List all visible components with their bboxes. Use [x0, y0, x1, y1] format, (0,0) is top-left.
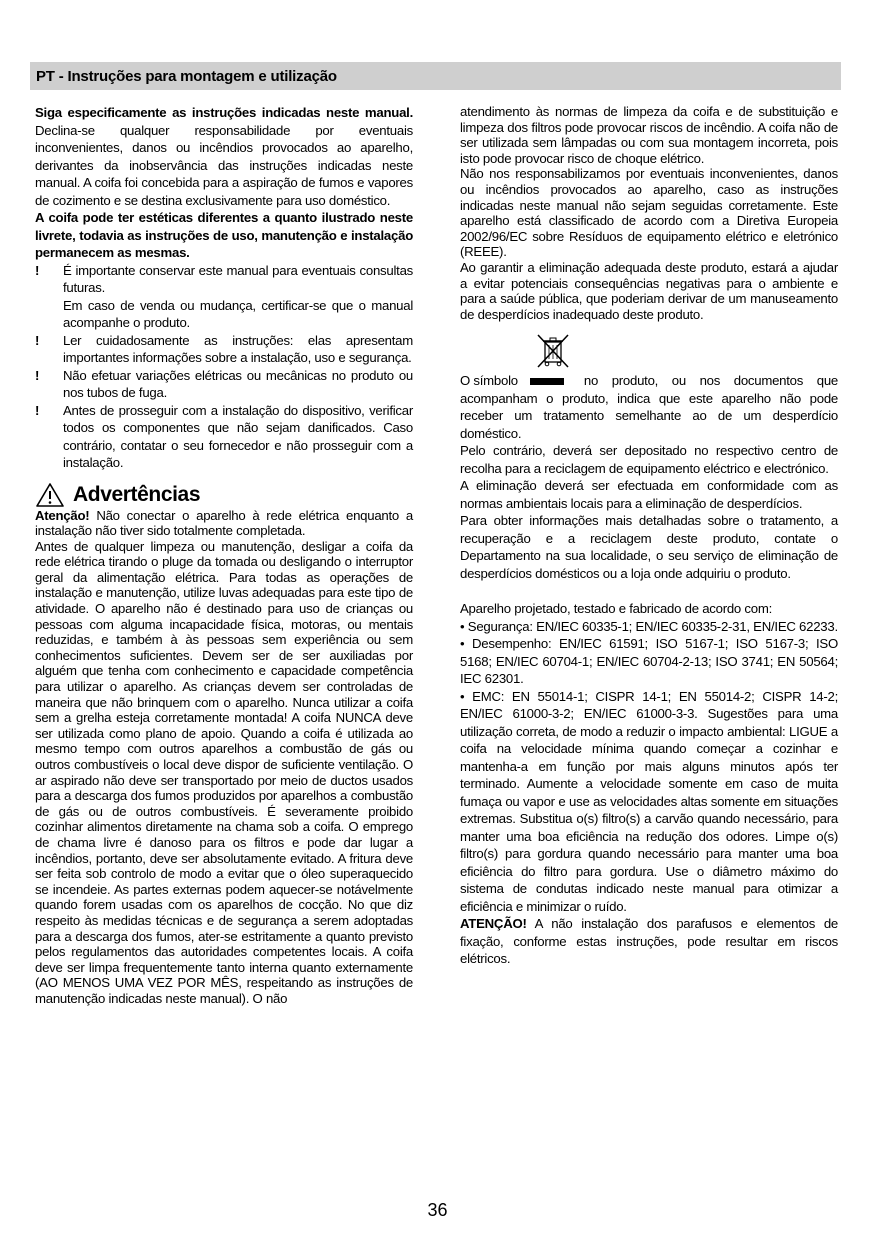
- security-standards: • Segurança: EN/IEC 60335-1; EN/IEC 60335-2-31, EN/IEC 62233.: [460, 618, 838, 634]
- exclamation-icon: !: [35, 332, 40, 348]
- symbol-continuation: acompanham o produto, indica que este aparelho não pode receber um tratamento semelhante ao de um desperdício doméstico.: [460, 390, 838, 441]
- cleaning-continuation: atendimento às normas de limpeza da coifa e de substituição e limpeza dos filtros pode provocar riscos de incêndio. A coifa não de ser utilizada sem lâmpadas ou com sua montagem incorreta, pois isto pode provocar risco de choque elétrico.: [460, 104, 838, 166]
- right-dense-block: [460, 104, 838, 322]
- section-header-bar: [30, 62, 841, 90]
- bullet-item: [35, 367, 413, 402]
- bullet-item: [35, 332, 413, 367]
- bullet-text: Não efetuar variações elétricas ou mecânicas no produto ou nos tubos de fuga.: [63, 367, 413, 400]
- warnings-body: [35, 508, 413, 1007]
- deposit-paragraph: Pelo contrário, deverá ser depositado no respectivo centro de recolha para a reciclagem de equipamento eléctrico e electrónico.: [460, 443, 838, 476]
- aesthetics-notice: A coifa pode ter estéticas diferentes a quanto ilustrado neste livrete, todavia as instruções de uso, manutenção e instalação permanecem as mesmas.: [35, 210, 413, 260]
- warnings-heading: [35, 482, 413, 508]
- intro-bold-text: Siga especificamente as instruções indicadas neste manual.: [35, 105, 413, 120]
- page-number: 36: [427, 1200, 448, 1220]
- bullet-text: Antes de prosseguir com a instalação do dispositivo, verificar todos os componentes que não sejam danificados. Caso contrário, contatar o seu fornecedor e não prosseguir com a instalação.: [63, 402, 413, 470]
- exclamation-icon: !: [35, 262, 40, 278]
- emc-standards: • EMC: EN 55014-1; CISPR 14-1; EN 55014-2; CISPR 14-2; EN/IEC 61000-3-2; EN/IEC 61000-3-3. Sugestões para uma utilização correta, de modo a reduzir o impacto ambiental: LIGUE a coifa na velocidade mínima quando começar a cozinhar e mantenha-a em função por mais alguns minutos após ter terminado. Aumente a velocidade somente em caso de muita fumaça ou vapor e use as velocidades altas somente em situações extremas. Substitua o(s) filtro(s) a carvão quando necessário, para manter uma boa eficiência na redução dos odores. Limpe o(s) filtro(s) para gordura quando necessário para manter uma boa eficiência do filtro para gordura. Use o diâmetro máximo do sistema de condutas indicado neste manual para otimizar a eficiência e minimizar o ruído.: [460, 688, 838, 914]
- disposal-paragraph: Ao garantir a eliminação adequada deste produto, estará a ajudar a evitar potenciais consequências negativas para o ambiente e para a saúde pública, que poderiam derivar de um manuseamento de desperdícios inadequado deste produto.: [460, 259, 838, 322]
- bullet-item: [35, 402, 413, 472]
- left-column: [35, 104, 413, 1007]
- designed-paragraph: Aparelho projetado, testado e fabricado de acordo com:: [460, 601, 773, 617]
- crossed-bin-icon: [533, 330, 573, 370]
- elimination-paragraph: A eliminação deverá ser efectuada em conformidade com as normas ambientais locais para a eliminação de desperdícios.: [460, 478, 838, 511]
- section-title: PT - Instruções para montagem e utilização: [36, 68, 337, 85]
- intro-text: Declina-se qualquer responsabilidade por eventuais inconvenientes, danos ou incêndios provocados ao aparelho, derivantes da inobservância das instruções indicadas neste manual. A coifa foi concebida para a aspiração de fumos e vapores de cozimento e se destina exclusivamente para uso doméstico.: [35, 122, 413, 208]
- attention-bold: Atenção!: [35, 507, 90, 523]
- symbol-suffix: no produto, ou nos documentos que: [583, 373, 838, 389]
- exclamation-icon: !: [35, 367, 40, 383]
- bullet-text: É importante conservar este manual para eventuais consultas futuras.: [63, 262, 413, 295]
- symbol-line: [460, 372, 838, 390]
- attention-text: Não conectar o aparelho à rede elétrica enquanto a instalação não tiver sido totalmente completada.: [35, 507, 413, 539]
- symbol-prefix: O símbolo: [460, 373, 518, 389]
- attention-bold: ATENÇÃO!: [460, 916, 527, 932]
- right-column: [460, 104, 838, 968]
- not-responsible-paragraph: Não nos responsabilizamos por eventuais inconvenientes, danos ou incêndios provocados ao aparelho, caso as instruções indicadas neste manual não sejam seguidas corretamente. Este aparelho está classificado de acordo com a Diretiva Europeia 2002/96/EC sobre Resíduos de equipamento elétrico e eletrónico (REEE).: [460, 166, 838, 260]
- bullet-item: [35, 262, 413, 297]
- warnings-title: Advertências: [73, 482, 201, 506]
- attention-paragraph: [460, 915, 838, 968]
- bullet-continuation: Em caso de venda ou mudança, certificar-se que o manual acompanhe o produto.: [63, 297, 413, 330]
- black-bar-symbol: [530, 378, 564, 385]
- performance-standards: • Desempenho: EN/IEC 61591; ISO 5167-1; ISO 5167-3; ISO 5168; EN/IEC 60704-1; EN/IEC 60704-2-13; ISO 3741; EN 50564; IEC 62301.: [460, 636, 838, 687]
- more-info-paragraph: Para obter informações mais detalhadas sobre o tratamento, a recuperação e a reciclagem deste produto, contate o Departamento na sua localidade, o seu serviço de eliminação de desperdícios domésticos ou a loja onde adquiriu o produto.: [460, 513, 838, 581]
- spacer: [460, 582, 838, 600]
- attention-paragraph: [35, 508, 413, 539]
- attention-text: A não instalação dos parafusos e elementos de fixação, conforme estas instruções, pode resultar em riscos elétricos.: [460, 916, 838, 967]
- exclamation-icon: !: [35, 402, 40, 418]
- weee-symbol: [533, 330, 838, 370]
- warning-triangle-icon: [35, 482, 65, 508]
- bullet-text: Ler cuidadosamente as instruções: elas apresentam importantes informações sobre a instalação, uso e segurança.: [63, 332, 413, 365]
- warnings-text: Antes de qualquer limpeza ou manutenção, desligar a coifa da rede elétrica tirando o pluge da tomada ou desligando o interruptor geral da alimentação elétrica. Para todas as operações de instalação e manutenção, utilize luvas adequadas para este tipo de atividade. O aparelho não é destinado para uso de crianças ou pessoas com alguma incapacidade física, motoras, ou mentais reduzidas, e também à às pessoas sem experiência ou sem conhecimentos suficientes. Devem ser de ser auxiliadas por alguém que tenha com conhecimento e capacidade competência para utilizar o aparelho. As crianças devem ser controladas de maneira que não brinquem com o aparelho. Nunca utilizar a coifa sem a grelha esteja corretamente montada! A coifa NUNCA deve ser utilizada como plano de apoio. Quando a coifa é utilizada ao mesmo tempo com outros aparelhos a combustão de gás ou outros combustíveis o local deve dispor de suficiente ventilação. O ar aspirado não deve ser transportado por meio de ductos usados para a descarga dos fumos produzidos por aparelhos a combustão de gás ou de outros combustíveis. É severamente proibido cozinhar alimentos diretamente na chama sob a coifa. O emprego de chama livre é danoso para os filtros e pode dar lugar a incêndios, portanto, deve ser absolutamente evitado. A fritura deve ser feita sob controlo de modo a evitar que o óleo superaquecido se incendeie. As partes externas podem aquecer-se notávelmente quando forem usadas com os aparelhos de cocção. No que diz respeito às medidas técnicas e de segurança a serem adoptadas para a descarga dos fumos, ater-se estritamente a quanto previsto pelos regulamentos das autoridades competentes locais. A coifa deve ser limpa frequentemente tanto interna quanto externamente (AO MENOS UMA VEZ POR MÊS, respeitando as instruções de manutenção indicadas neste manual). O não: [35, 538, 413, 1006]
- intro-paragraph: [35, 104, 413, 209]
